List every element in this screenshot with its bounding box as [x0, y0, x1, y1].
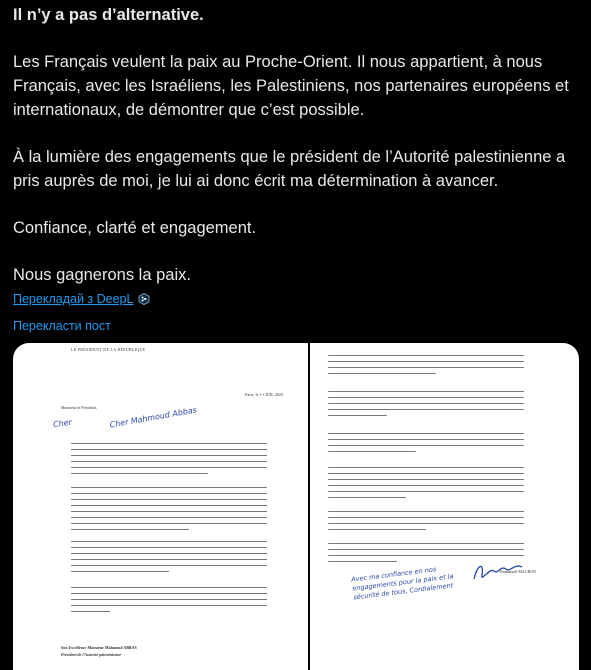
letter-paragraph-7 — [328, 433, 524, 457]
letter-page-1 — [13, 343, 307, 670]
tweet-paragraph-3: À la lumière des engagements que le président de l’Autorité palestinienne a pris auprès de moi, je lui ai donc écrit ma détermination à avancer. — [13, 148, 566, 190]
letter-paragraph-9 — [328, 511, 524, 535]
letter-image[interactable] — [13, 343, 579, 670]
tweet-paragraph-2: Les Français veulent la paix au Proche-Orient. Il nous appartient, à nous Français, avec les Israéliens, les Palestiniens, nos partenaires européens et internationaux, de démontrer que c’est possible. — [13, 53, 569, 119]
translate-deepl-label: Перекладай з DeepL — [13, 292, 134, 306]
tweet-body — [13, 0, 579, 335]
handwritten-greeting: Cher Mahmoud Abbas — [108, 405, 198, 430]
letter-paragraph-1 — [71, 443, 267, 479]
letter-paragraph-2 — [71, 487, 267, 535]
translate-post-link[interactable]: Перекласти пост — [13, 319, 111, 333]
handwritten-greeting-prefix: Cher — [52, 417, 73, 430]
letter-header: LE PRÉSIDENT DE LA RÉPUBLIQUE — [71, 347, 146, 352]
addressee-title: Président de l'Autorité palestinienne — [61, 652, 122, 657]
letter-paragraph-4 — [71, 587, 267, 617]
letter-paragraph-6 — [328, 391, 524, 421]
letter-paragraph-5 — [328, 355, 524, 379]
letter-paragraph-8 — [328, 467, 524, 503]
handwritten-closing: Avec ma confiance en nos engagements pour la paix et la sécurité de tous, Cordialement — [350, 565, 454, 602]
deepl-icon — [138, 293, 150, 305]
translate-deepl-link[interactable] — [13, 292, 150, 306]
addressee-name: Son Excellence Monsieur Mahmoud ABBAS — [61, 645, 137, 650]
tweet-paragraph-1: Il n’y a pas d’alternative. — [13, 6, 204, 24]
letter-salutation: Monsieur le Président, — [61, 405, 98, 410]
tweet-paragraph-5: Nous gagnerons la paix. — [13, 266, 191, 284]
letter-paragraph-3 — [71, 541, 267, 577]
tweet-paragraph-4: Confiance, clarté et engagement. — [13, 219, 257, 237]
signatory-name: Emmanuel MACRON — [500, 569, 536, 574]
letter-page-2 — [310, 343, 579, 670]
letter-date: Paris, le 1 • JUIL 2025 — [245, 392, 284, 397]
